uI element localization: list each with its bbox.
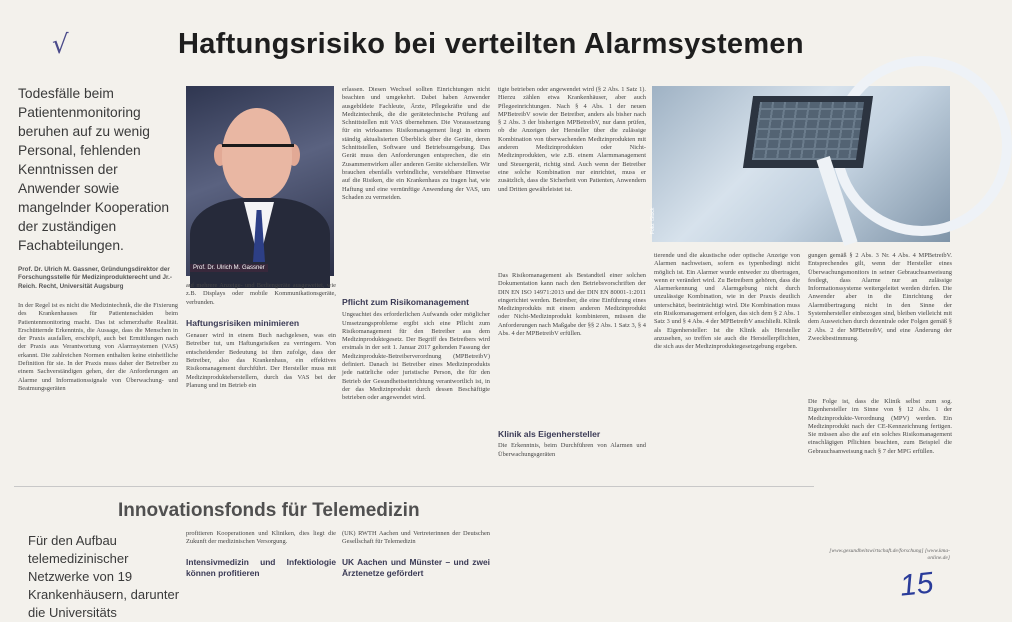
column-3-text-2: Ungeachtet des erforderlichen Aufwands oder möglicher Umsetzungsprobleme ergibt sich eine Pflicht zum Risikomanagement für den Betreiber aus dem Medizinproduktegesetz. Der Begriff des Betreibers wird erstmals in der seit 1. Januar 2017 geltenden Fassung der Medizinprodukte-Betreiberverordnung (MPBetreibV) definiert. Danach ist Betreiber eines Medizinprodukts jede natürliche oder juristische Person, die für den Betrieb der Gesundheitseinrichtung verantwortlich ist, in der das Medizinprodukt durch dessen Beschäftigte betrieben oder angewendet wird. — [342, 311, 490, 402]
handwritten-check-mark: √ — [52, 30, 69, 60]
portrait-caption: Prof. Dr. Ulrich M. Gassner — [190, 264, 268, 272]
subheading-klinik: Klinik als Eigenhersteller — [498, 429, 601, 439]
hospital-monitor-photo — [652, 86, 950, 242]
bottom-column-1-text: profitieren Kooperationen und Kliniken, dies liegt die Zukunft der medizinischen Versorgung. — [186, 530, 336, 546]
column-1-text: In der Regel ist es nicht die Medizintechnik, die die Fixierung des Krankenhauses für Patientenschäden beim Patientenmonitoring macht. Das ist schmerzhafte Realität. Erschütternde Erkenntnis, die Aussage, dass die Menschen in der Praxis ausfallen, erschöpft, auch bei Ermittlungen nach der Praxis aus Verantwortung von Alarmsystemen (VAS) erkannt. Die zahlreichen Normen enthalten keine einheitliche Definition für sie. In der Praxis muss daher der Betreiber zu einem Sachverständigen gehen, der die Anforderungen an Alarme und Informationssignale von Überwachung- und Beatmungsgeräten — [18, 302, 178, 392]
article-column-2 — [186, 282, 336, 482]
bottom-subheading-1: Intensivmedizin und Infektiologie können profitieren — [186, 556, 336, 578]
subheading-risikomanagement: Pflicht zum Risikomanagement — [342, 297, 470, 307]
bottom-article-headline: Innovationsfonds für Telemedizin — [118, 500, 420, 521]
author-info: Prof. Dr. Ulrich M. Gassner, Gründungsdirektor der Forschungsstelle für Medizinprodukterecht und Jr.-Reich. Recht, Universität Augsburg — [18, 266, 172, 290]
column-2-text-top: auf mehrere Anzeige- und Bediengeräte ausgeweitet, wie z.B. Displays oder mobile Kommunikationsgeräte, verbunden. — [186, 282, 336, 306]
column-4-text-3: Die Erkenntnis, beim Durchführen von Alarmen und Überwachungsgeräten — [498, 442, 646, 458]
bottom-column-1 — [186, 530, 336, 604]
column-4-text-2: Das Risikomanagement als Bestandteil einer solchen Dokumentation kann nach den Betriebsvorschriften der DIN EN ISO 14971:2013 und der DIN EN 80001-1:2011 eingerichtet werden. Betreiber, die eine Einführung eines Medizinprodukts mit einem anderen Medizinprodukt oder Nicht-Medizinprodukt kombinieren, müssen die Anforderungen nach Maßgabe der §§ 2 Abs. 1 Satz 3, § 4 Abs. 4 der MPBetreibV erfüllen. — [498, 272, 646, 338]
article-column-6 — [808, 252, 952, 542]
handwritten-page-number: 15 — [898, 566, 935, 603]
column-5-text: tierende und die akustische oder optische Anzeige von Alarmen nachweisen, sofern es typenbedingt nicht möglich ist. Ein Alarmer wurde entweder zu übertragen, wenn er verändert wird. Zu Betreibern gehören, dass die Alarmerkennung und Alarmgebung nicht durch unzulässige Kombination, wie in der Praxis deutlich unterschätzt, beeinträchtigt wird. Die Kombination muss ein Risikomanagement erfolgen, das sich dem § 2 Abs. 1 Satz 3 und § 4 Abs. 4 der MPBetreibV anschließt. Klinik als Eigenhersteller: Ist die Klinik als Hersteller anzusehen, so treffen sie auch die Herstellerpflichten, die sich aus der Medizinproduktegesetzgebung ergeben. — [654, 252, 800, 351]
source-credit: [www.gesundheitswirtschaft.de/forschung] [www.kma-online.de] — [829, 548, 950, 561]
column-6-text-2: Die Folge ist, dass die Klinik selbst zum sog. Eigenhersteller im Sinne von § 12 Abs. 1 der Medizinprodukte-Verordnung (MPV) werden. Ein Medizinprodukt nach der CE-Kennzeichnung fertigen. Sie müssen also die auf ein solches Risikomanagement einschlägigen Pflichten beachten, zum Beispiel die Gebrauchsanweisung nach § 7 der MPG erfüllen. — [808, 398, 952, 455]
column-4-text: tigte betrieben oder angewendet wird (§ 2 Abs. 1 Satz 1). Hierzu zählen etwa Krankenhäuser, aber auch Pflegeeinrichtungen. Nach § 4 Abs. 1 der neuen MPBetreibV sowie der Betreiber, anders als bisher nach § 2 Abs. 3 der bisherigen MPBetreibV, nur dann prüfen, ob die Anzeigen der Hersteller über die zulässige Kombination von überwachenden Medizinprodukten mit anderen Medizinprodukten oder Nicht-Medizinprodukten, wie z.B. einem Alarmmanagement und Steuergerät, richtig sind. Auch wenn der Betreiber eine solche Kombination nur einrichtet, muss er zusätzlich, dass die Sicherheit von Patienten, Anwendern und Dritten gewährleistet ist. — [498, 86, 646, 193]
bottom-column-2-text: (UK) RWTH Aachen und Vertreterinnen der Deutschen Gesellschaft für Telemedizin — [342, 530, 490, 546]
bottom-article-teaser: Für den Aufbau telemedizinischer Netzwerke von 19 Krankenhäusern, darunter die Universitäts — [28, 533, 180, 620]
bottom-subheading-2: UK Aachen und Münster – und zwei Ärztenetze gefördert — [342, 556, 490, 578]
column-3-text: erlassen. Diesen Wechsel sollten Einrichtungen nicht beachten und umgekehrt. Dabei haben Anwender ausgebildete Fachleute, Ärzte, Pflegekräfte und die Medizintechnik, die die gerätetechnische Prüfung auf Schnittstellen mit VAS übernehmen. Die Voraussetzung für ein wirksames Risikomanagement liegt in einem ständig aktualisierten Überblick über die Geräte, deren Schnittstellen, Software und Betriebsumgebung. Das Gerät muss den Anforderungen entsprechen, die ein Zusammenwirken aller anderen Geräte sicherstellen. Wir brauchen ebenfalls verbindliche, verstehbare Hinweise auf die Risiken, die ein Krankenhaus zu tragen hat, wie Haftung und eine vernünftige Anwendung der VAS, um Schaden zu vermeiden. — [342, 86, 490, 201]
bottom-column-2 — [342, 530, 490, 604]
article-column-4 — [498, 86, 646, 526]
subheading-haftungsrisiken: Haftungsrisiken minimieren — [186, 317, 300, 328]
article-teaser: Todesfälle beim Patientenmonitoring beruhen auf zu wenig Personal, fehlenden Kenntnissen der Anwender sowie mangelnder Kooperation der zuständigen Fachabteilungen. — [18, 86, 170, 253]
article-column-1 — [18, 302, 178, 480]
article-headline: Haftungsrisiko bei verteilten Alarmsystemen — [178, 28, 804, 60]
photo-credit: Foto: iStock — [650, 207, 656, 234]
column-2-text: Genauer wird in einem Buch nachgelesen, was ein Betreiber tut, um Haftungsrisiken zu verringern. Von entscheidender Bedeutung ist ihm zufolge, dass der Betreiber, also das Krankenhaus, ein effektives Risikomanagement durchführt. Der Hersteller muss mit Medizinprodukteherstellern, durch das VAS bei der Planung und im Betrieb ein — [186, 332, 336, 389]
column-6-text: gungen gemäß § 2 Abs. 3 Nr. 4 Abs. 4 MPBetreibV. Entsprechendes gilt, wenn der Hersteller eines Überwachungsmonitors in seiner Gebrauchsanweisung festlegt, dass Alarme nur an zulässige Informationssysteme weitergeleitet werden dürfen. Die Anwender aber in die Einrichtung der Alarmübertragung nicht in den Sinne der Systemhersteller einbezogen sind, bleiben vielleicht mit dem Ausweichen durch dezentrale oder Folgen gemäß § 2 Abs. 2 der MPBetreibV, und eine Änderung der Zweckbestimmung. — [808, 252, 952, 342]
author-portrait — [186, 86, 334, 276]
article-column-3 — [342, 86, 490, 486]
